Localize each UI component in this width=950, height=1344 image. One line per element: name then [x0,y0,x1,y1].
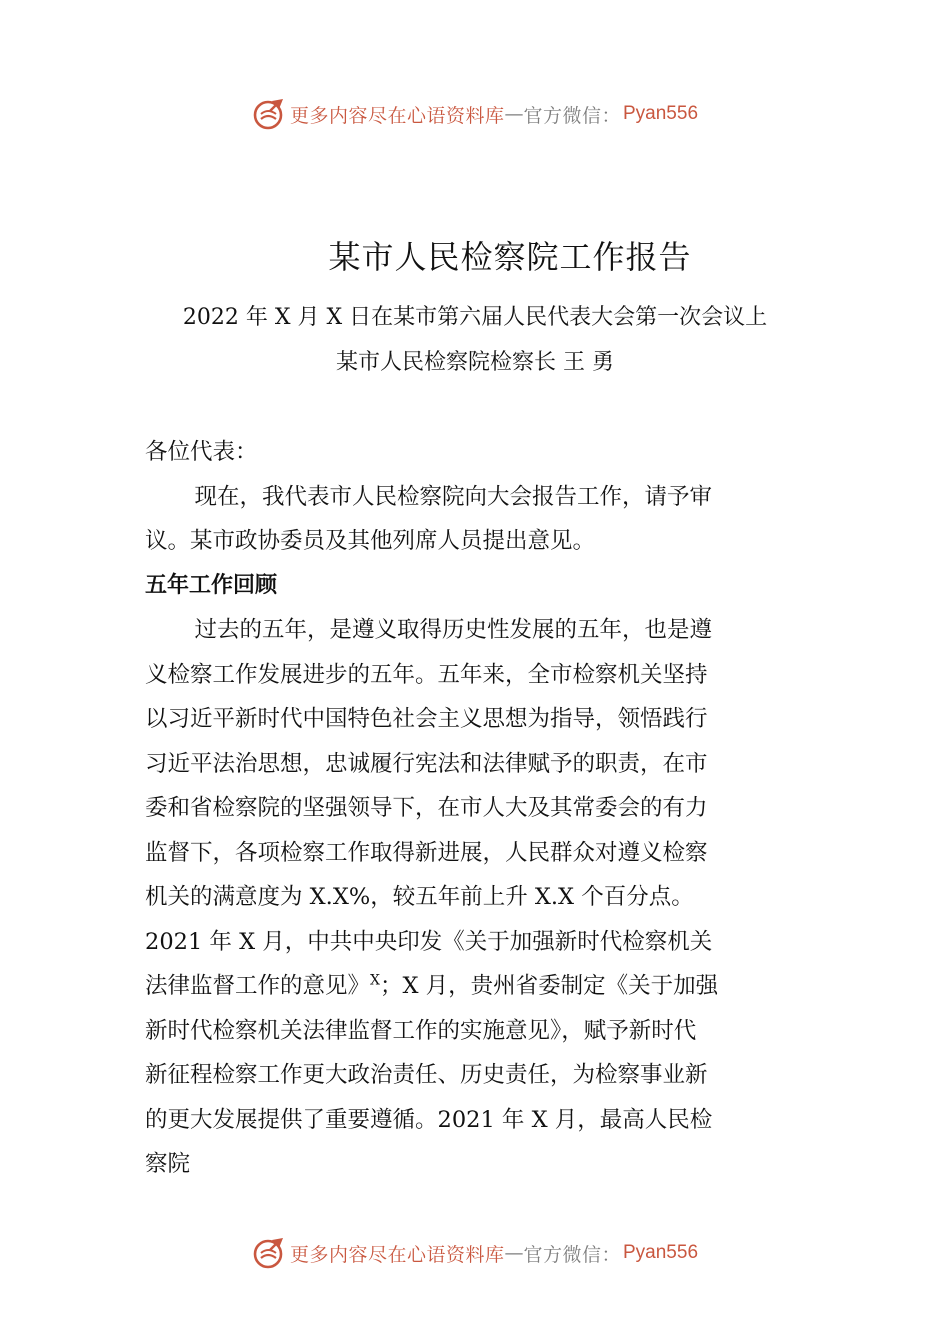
footer-banner [0,1233,950,1273]
intro-paragraph [145,475,795,564]
footnote-mark: X [370,972,380,989]
section-heading: 五年工作回顾 [145,572,278,598]
paragraph-line: 察院 [145,1151,191,1177]
banner-text: 更多内容尽在心语资料库 [289,104,505,127]
banner-account: Pyan556 [623,1242,699,1263]
document-subtitle-line2: 某市人民检察院检察长 王 勇 [336,350,614,375]
paragraph-line: 新征程检察工作更大政治责任、历史责任，为检察事业新 [145,1062,708,1088]
book-pen-logo-icon [252,97,286,131]
document-title: 某市人民检察院工作报告 [328,238,692,276]
paragraph-line: 委和省检察院的坚强领导下，在市人大及其常委会的有力 [145,795,708,821]
paragraph-line: 义检察工作发展进步的五年。五年来，全市检察机关坚持 [145,661,708,688]
banner-account: Pyan556 [623,103,699,124]
document-body [145,430,795,1187]
banner-suffix: 官方微信： [523,1243,621,1266]
header-banner [0,94,950,134]
paragraph-line: 新时代检察机关法律监督工作的实施意见》，赋予新时代 [145,1017,697,1044]
salutation: 各位代表： [145,439,258,465]
paragraph-line: 法律监督工作的意见》$^X$；X 月，贵州省委制定《关于加强 [145,972,719,999]
intro-line: 议。某市政协委员及其他列席人员提出意见。 [145,528,596,554]
document-subtitle-line1: 2022 年 X 月 X 日在某市第六届人民代表大会第一次会议上 [182,305,768,330]
intro-line: 现在，我代表市人民检察院向大会报告工作，请予审 [194,483,713,510]
banner-suffix: 官方微信： [523,104,621,127]
review-paragraph [145,608,795,1187]
banner-separator: — [504,103,524,125]
paragraph-line: 2021 年 X 月，中共中央印发《关于加强新时代检察机关 [145,928,713,955]
banner-text: 更多内容尽在心语资料库 [289,1243,505,1266]
book-pen-logo-icon [252,1236,286,1270]
paragraph-line: 过去的五年，是遵义取得历史性发展的五年，也是遵 [194,617,713,643]
paragraph-line: 监督下，各项检察工作取得新进展，人民群众对遵义检察 [145,839,708,866]
paragraph-line: 的更大发展提供了重要遵循。2021 年 X 月，最高人民检 [145,1106,713,1133]
banner-separator: — [504,1242,524,1264]
paragraph-line: 以习近平新时代中国特色社会主义思想为指导，领悟践行 [145,706,708,732]
paragraph-line: 机关的满意度为 X.X%，较五年前上升 X.X 个百分点。 [145,884,694,910]
paragraph-line: 习近平法治思想，忠诚履行宪法和法律赋予的职责，在市 [145,750,708,777]
